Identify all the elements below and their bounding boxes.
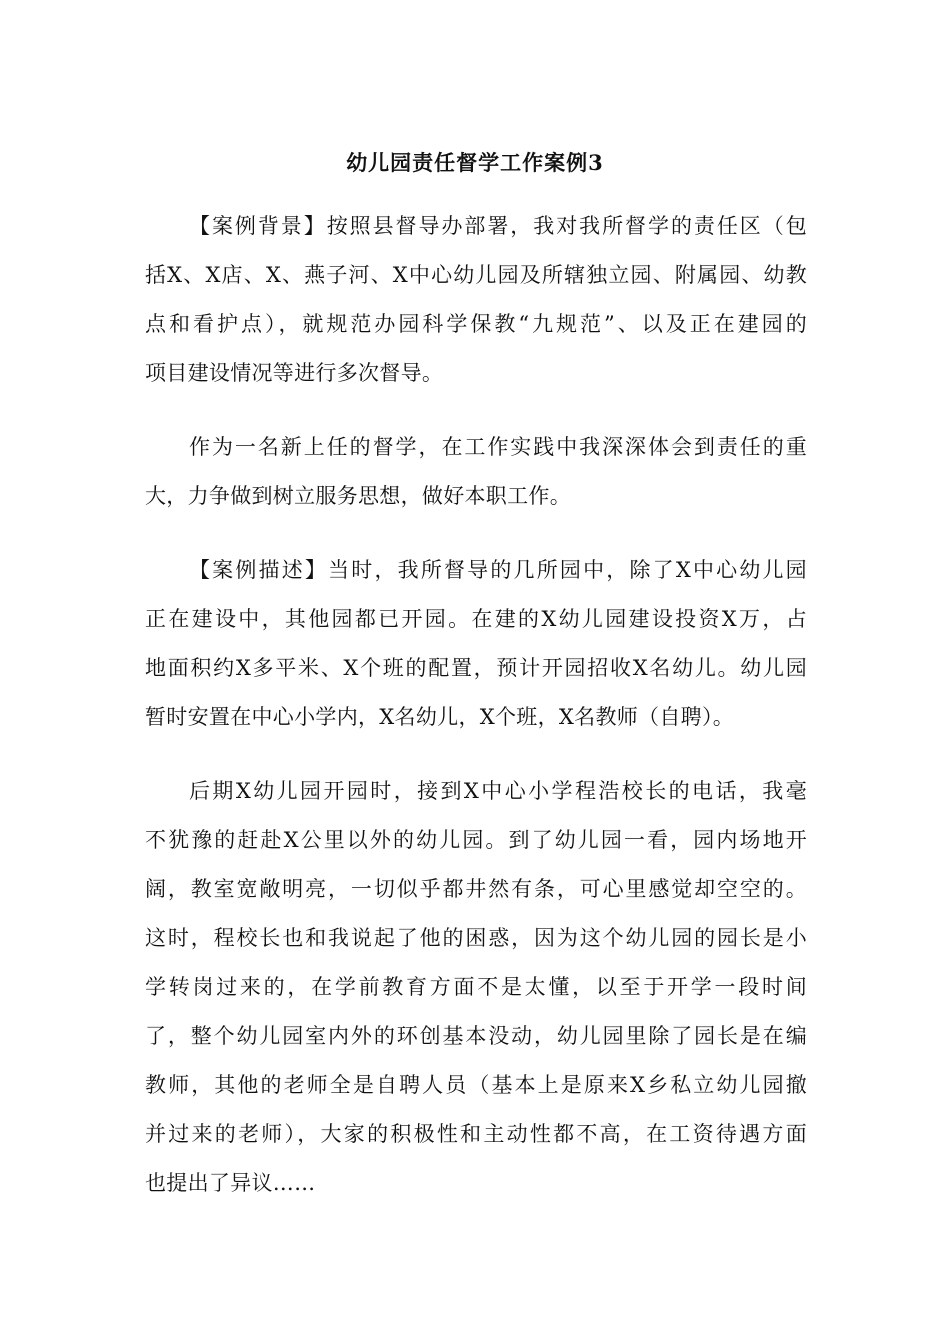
text-line: 括X、X店、X、燕子河、X中心幼儿园及所辖独立园、附属园、幼教 [145,263,807,287]
text-line: 阔，教室宽敞明亮，一切似乎都井然有条，可心里感觉却空空的。 [145,877,807,901]
text-line: 地面积约X多平米、X个班的配置，预计开园招收X名幼儿。幼儿园 [145,656,807,680]
text-line: 教师，其他的老师全是自聘人员（基本上是原来X乡私立幼儿园撤 [145,1073,807,1097]
paragraph-later-visit [145,770,807,1211]
text-line: 大，力争做到树立服务思想，做好本职工作。 [145,484,571,508]
text-line: 并过来的老师），大家的积极性和主动性都不高，在工资待遇方面 [145,1122,807,1146]
text-line: 暂时安置在中心小学内，X名幼儿，X个班，X名教师（自聘）。 [145,705,735,729]
text-line: 正在建设中，其他园都已开园。在建的X幼儿园建设投资X万，占 [145,607,807,631]
text-line: 项目建设情况等进行多次督导。 [145,361,444,385]
document-body [145,205,807,1236]
text-line: 不犹豫的赶赴X公里以外的幼儿园。到了幼儿园一看，园内场地开 [145,828,807,852]
paragraph-new-supervisor [145,426,807,524]
paragraph-case-background [145,205,807,401]
paragraph-case-description [145,549,807,745]
text-line: 也提出了异议…… [145,1171,316,1195]
text-line: 【案例描述】当时，我所督导的几所园中，除了X中心幼儿园 [189,558,807,582]
text-line: 学转岗过来的，在学前教育方面不是太懂，以至于开学一段时间 [145,975,807,999]
text-line: 【案例背景】按照县督导办部署，我对我所督学的责任区（包 [189,214,807,238]
text-line: 了，整个幼儿园室内外的环创基本没动，幼儿园里除了园长是在编 [145,1024,807,1048]
text-line: 作为一名新上任的督学，在工作实践中我深深体会到责任的重 [189,435,807,459]
document-title: 幼儿园责任督学工作案例3 [346,150,604,175]
text-line: 这时，程校长也和我说起了他的困惑，因为这个幼儿园的园长是小 [145,926,807,950]
text-line: 后期X幼儿园开园时，接到X中心小学程浩校长的电话，我毫 [189,779,807,803]
text-line: 点和看护点），就规范办园科学保教“九规范”、以及正在建园的 [145,312,807,336]
